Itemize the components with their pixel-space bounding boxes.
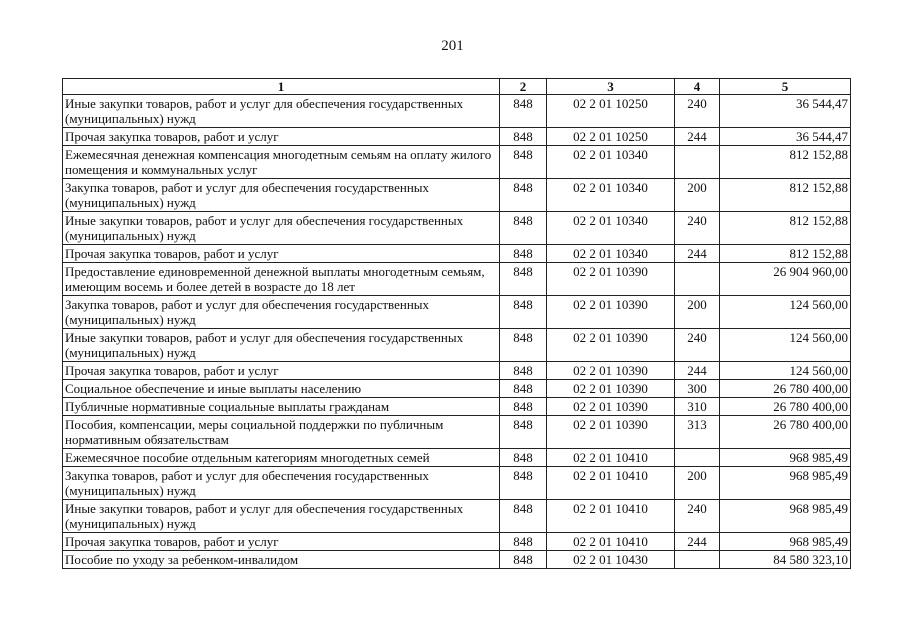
table-row bbox=[63, 179, 851, 212]
item-type bbox=[675, 146, 720, 179]
item-type: 240 bbox=[675, 500, 720, 533]
item-amount: 26 904 960,00 bbox=[720, 263, 851, 296]
item-type: 244 bbox=[675, 245, 720, 263]
item-code: 848 bbox=[500, 533, 547, 551]
item-name: Прочая закупка товаров, работ и услуг bbox=[63, 533, 500, 551]
item-amount: 124 560,00 bbox=[720, 329, 851, 362]
header-col-2: 2 bbox=[500, 79, 547, 95]
item-code: 848 bbox=[500, 449, 547, 467]
item-amount: 124 560,00 bbox=[720, 362, 851, 380]
table-row bbox=[63, 245, 851, 263]
item-name: Прочая закупка товаров, работ и услуг bbox=[63, 128, 500, 146]
item-type: 244 bbox=[675, 533, 720, 551]
item-code: 848 bbox=[500, 179, 547, 212]
item-code: 848 bbox=[500, 296, 547, 329]
item-amount: 26 780 400,00 bbox=[720, 380, 851, 398]
item-name: Ежемесячная денежная компенсация многодетным семьям на оплату жилого помещения и коммунальных услуг bbox=[63, 146, 500, 179]
table-row bbox=[63, 263, 851, 296]
item-amount: 26 780 400,00 bbox=[720, 416, 851, 449]
table-row bbox=[63, 146, 851, 179]
item-code: 848 bbox=[500, 416, 547, 449]
item-section: 02 2 01 10410 bbox=[547, 500, 675, 533]
table-row bbox=[63, 467, 851, 500]
table-row bbox=[63, 533, 851, 551]
budget-table bbox=[62, 78, 851, 569]
item-section: 02 2 01 10410 bbox=[547, 467, 675, 500]
item-code: 848 bbox=[500, 95, 547, 128]
item-amount: 812 152,88 bbox=[720, 179, 851, 212]
table-row bbox=[63, 95, 851, 128]
item-code: 848 bbox=[500, 245, 547, 263]
item-amount: 124 560,00 bbox=[720, 296, 851, 329]
item-section: 02 2 01 10390 bbox=[547, 362, 675, 380]
item-name: Ежемесячное пособие отдельным категориям многодетных семей bbox=[63, 449, 500, 467]
item-code: 848 bbox=[500, 128, 547, 146]
item-type: 240 bbox=[675, 329, 720, 362]
header-col-1: 1 bbox=[63, 79, 500, 95]
header-col-3: 3 bbox=[547, 79, 675, 95]
item-type bbox=[675, 449, 720, 467]
item-section: 02 2 01 10390 bbox=[547, 398, 675, 416]
item-type: 300 bbox=[675, 380, 720, 398]
table-row bbox=[63, 380, 851, 398]
item-section: 02 2 01 10250 bbox=[547, 128, 675, 146]
item-section: 02 2 01 10410 bbox=[547, 449, 675, 467]
item-name: Пособие по уходу за ребенком-инвалидом bbox=[63, 551, 500, 569]
table-row bbox=[63, 212, 851, 245]
item-type bbox=[675, 263, 720, 296]
header-col-4: 4 bbox=[675, 79, 720, 95]
item-code: 848 bbox=[500, 212, 547, 245]
item-type: 244 bbox=[675, 362, 720, 380]
item-amount: 968 985,49 bbox=[720, 449, 851, 467]
item-section: 02 2 01 10430 bbox=[547, 551, 675, 569]
item-name: Иные закупки товаров, работ и услуг для обеспечения государственных (муниципальных) нужд bbox=[63, 212, 500, 245]
table-row bbox=[63, 500, 851, 533]
table-row bbox=[63, 296, 851, 329]
item-code: 848 bbox=[500, 398, 547, 416]
item-name: Пособия, компенсации, меры социальной поддержки по публичным нормативным обязательствам bbox=[63, 416, 500, 449]
item-type: 240 bbox=[675, 95, 720, 128]
item-amount: 36 544,47 bbox=[720, 95, 851, 128]
item-section: 02 2 01 10340 bbox=[547, 179, 675, 212]
item-code: 848 bbox=[500, 467, 547, 500]
item-section: 02 2 01 10390 bbox=[547, 416, 675, 449]
item-amount: 36 544,47 bbox=[720, 128, 851, 146]
item-name: Закупка товаров, работ и услуг для обеспечения государственных (муниципальных) нужд bbox=[63, 296, 500, 329]
item-name: Закупка товаров, работ и услуг для обеспечения государственных (муниципальных) нужд bbox=[63, 467, 500, 500]
item-code: 848 bbox=[500, 146, 547, 179]
item-amount: 968 985,49 bbox=[720, 533, 851, 551]
item-type: 200 bbox=[675, 467, 720, 500]
item-code: 848 bbox=[500, 263, 547, 296]
table-row bbox=[63, 362, 851, 380]
table-header-row bbox=[63, 79, 851, 95]
item-code: 848 bbox=[500, 362, 547, 380]
table-row bbox=[63, 128, 851, 146]
table-body bbox=[63, 95, 851, 569]
item-type: 200 bbox=[675, 296, 720, 329]
item-name: Иные закупки товаров, работ и услуг для обеспечения государственных (муниципальных) нужд bbox=[63, 329, 500, 362]
item-name: Иные закупки товаров, работ и услуг для обеспечения государственных (муниципальных) нужд bbox=[63, 95, 500, 128]
item-name: Прочая закупка товаров, работ и услуг bbox=[63, 362, 500, 380]
item-amount: 812 152,88 bbox=[720, 146, 851, 179]
item-section: 02 2 01 10390 bbox=[547, 380, 675, 398]
item-section: 02 2 01 10390 bbox=[547, 296, 675, 329]
item-code: 848 bbox=[500, 551, 547, 569]
item-amount: 968 985,49 bbox=[720, 467, 851, 500]
table-row bbox=[63, 551, 851, 569]
table-row bbox=[63, 398, 851, 416]
header-col-5: 5 bbox=[720, 79, 851, 95]
item-amount: 968 985,49 bbox=[720, 500, 851, 533]
item-type: 313 bbox=[675, 416, 720, 449]
page-number: 201 bbox=[441, 38, 464, 54]
item-name: Прочая закупка товаров, работ и услуг bbox=[63, 245, 500, 263]
item-amount: 812 152,88 bbox=[720, 212, 851, 245]
table-row bbox=[63, 329, 851, 362]
item-amount: 812 152,88 bbox=[720, 245, 851, 263]
item-type: 240 bbox=[675, 212, 720, 245]
item-type bbox=[675, 551, 720, 569]
item-code: 848 bbox=[500, 500, 547, 533]
item-name: Предоставление единовременной денежной выплаты многодетным семьям, имеющим восемь и более детей в возрасте до 18 лет bbox=[63, 263, 500, 296]
item-section: 02 2 01 10390 bbox=[547, 329, 675, 362]
item-section: 02 2 01 10340 bbox=[547, 146, 675, 179]
item-type: 310 bbox=[675, 398, 720, 416]
item-section: 02 2 01 10340 bbox=[547, 245, 675, 263]
item-amount: 26 780 400,00 bbox=[720, 398, 851, 416]
item-name: Социальное обеспечение и иные выплаты населению bbox=[63, 380, 500, 398]
table-row bbox=[63, 449, 851, 467]
item-code: 848 bbox=[500, 329, 547, 362]
item-type: 244 bbox=[675, 128, 720, 146]
table-row bbox=[63, 416, 851, 449]
item-code: 848 bbox=[500, 380, 547, 398]
item-section: 02 2 01 10410 bbox=[547, 533, 675, 551]
item-name: Публичные нормативные социальные выплаты гражданам bbox=[63, 398, 500, 416]
item-type: 200 bbox=[675, 179, 720, 212]
item-section: 02 2 01 10390 bbox=[547, 263, 675, 296]
item-amount: 84 580 323,10 bbox=[720, 551, 851, 569]
item-section: 02 2 01 10340 bbox=[547, 212, 675, 245]
item-section: 02 2 01 10250 bbox=[547, 95, 675, 128]
item-name: Закупка товаров, работ и услуг для обеспечения государственных (муниципальных) нужд bbox=[63, 179, 500, 212]
item-name: Иные закупки товаров, работ и услуг для обеспечения государственных (муниципальных) нужд bbox=[63, 500, 500, 533]
